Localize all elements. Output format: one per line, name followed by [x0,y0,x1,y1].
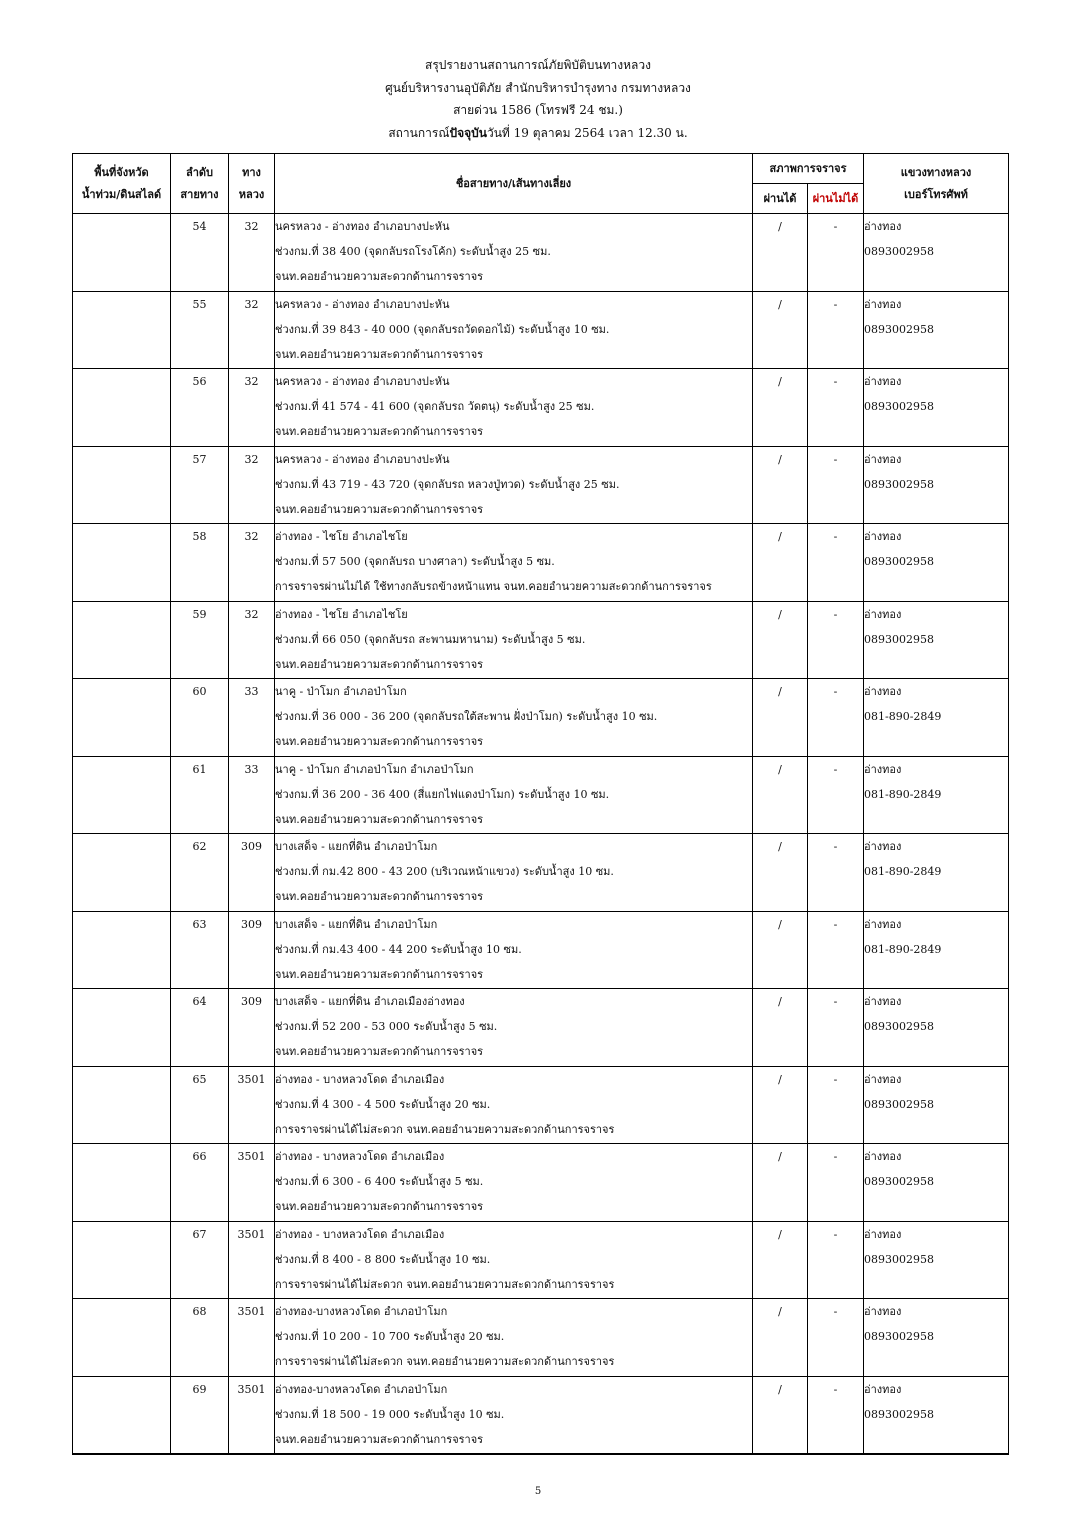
route-note: การจราจรผ่านได้ไม่สะดวก จนท.คอยอำนวยความสะดวกด้านการจราจร [275,1122,615,1136]
highway-cell: 32 [229,369,275,447]
office-name: อ่างทอง [864,1227,902,1241]
report-table [72,153,1009,1455]
office-cell [864,679,1009,757]
col-seq: ลำดับ สายทาง [171,154,229,214]
route-note: การจราจรผ่านได้ไม่สะดวก จนท.คอยอำนวยความสะดวกด้านการจราจร [275,1355,615,1368]
office-cell [864,1299,1009,1377]
area-cell [73,291,171,369]
area-cell [73,1376,171,1454]
route-name: อ่างทอง-บางหลวงโดด อำเภอป่าโมก [275,1305,448,1318]
seq-cell: 56 [171,369,229,447]
table-row [73,214,1009,292]
route-cell [275,1144,753,1222]
route-name: บางเสด็จ - แยกที่ดิน อำเภอเมืองอ่างทอง [275,995,465,1008]
seq-cell: 67 [171,1221,229,1299]
highway-cell: 309 [229,911,275,989]
office-phone: 0893002958 [864,1020,934,1033]
col-office: แขวงทางหลวง เบอร์โทรศัพท์ [864,154,1009,214]
office-phone: 081-890-2849 [864,710,942,723]
route-name: อ่างทอง - บางหลวงโดด อำเภอเมือง [275,1150,445,1163]
office-cell [864,834,1009,912]
passable-cell: / [753,214,808,292]
route-name: นครหลวง - อ่างทอง อำเภอบางปะหัน [275,220,450,233]
route-note: จนท.คอยอำนวยความสะดวกด้านการจราจร [275,1432,484,1446]
table-row [73,1299,1009,1377]
office-cell [864,1221,1009,1299]
impassable-cell: - [808,911,864,989]
route-name: นครหลวง - อ่างทอง อำเภอบางปะหัน [275,452,450,466]
route-note: จนท.คอยอำนวยความสะดวกด้านการจราจร [275,735,484,748]
passable-cell: / [753,291,808,369]
passable-cell: / [753,989,808,1067]
office-cell [864,911,1009,989]
office-phone: 0893002958 [864,1097,934,1111]
route-note: จนท.คอยอำนวยความสะดวกด้านการจราจร [275,1045,484,1058]
passable-cell: / [753,679,808,757]
route-name: นครหลวง - อ่างทอง อำเภอบางปะหัน [275,297,450,311]
route-name: บางเสด็จ - แยกที่ดิน อำเภอป่าโมก [275,840,438,853]
route-note: การจราจรผ่านได้ไม่สะดวก จนท.คอยอำนวยความสะดวกด้านการจราจร [275,1277,615,1291]
col-area: พื้นที่จังหวัด น้ำท่วม/ดินสไลด์ [73,154,171,214]
seq-cell: 66 [171,1144,229,1222]
route-detail: ช่วงกม.ที่ 8 400 - 8 800 ระดับน้ำสูง 10 ซม. [275,1252,491,1266]
passable-cell: / [753,756,808,834]
office-cell [864,989,1009,1067]
office-name: อ่างทอง [864,685,902,698]
route-note: จนท.คอยอำนวยความสะดวกด้านการจราจร [275,657,484,671]
table-row [73,291,1009,369]
highway-cell: 33 [229,756,275,834]
office-name: อ่างทอง [864,840,902,853]
route-name: นาคู - ป่าโมก อำเภอป่าโมก [275,685,407,698]
seq-cell: 54 [171,214,229,292]
route-cell [275,369,753,447]
route-cell [275,1066,753,1144]
route-name: นครหลวง - อ่างทอง อำเภอบางปะหัน [275,375,450,388]
highway-cell: 32 [229,524,275,602]
office-name: อ่างทอง [864,375,902,388]
seq-cell: 57 [171,446,229,524]
office-cell [864,369,1009,447]
office-name: อ่างทอง [864,1305,902,1318]
route-cell [275,1299,753,1377]
col-traffic-status: สภาพการจราจร [753,154,864,184]
area-cell [73,756,171,834]
highway-cell: 3501 [229,1221,275,1299]
route-detail: ช่วงกม.ที่ 10 200 - 10 700 ระดับน้ำสูง 20 ซม. [275,1330,505,1343]
table-body [73,214,1009,1454]
route-detail: ช่วงกม.ที่ 66 050 (จุดกลับรถ สะพานมหานาม) ระดับน้ำสูง 5 ซม. [275,632,586,646]
office-cell [864,756,1009,834]
table-row [73,989,1009,1067]
impassable-cell: - [808,446,864,524]
passable-cell: / [753,1066,808,1144]
passable-cell: / [753,1221,808,1299]
route-note: จนท.คอยอำนวยความสะดวกด้านการจราจร [275,425,484,438]
col-hwy: ทาง หลวง [229,154,275,214]
table-row [73,369,1009,447]
highway-cell: 33 [229,679,275,757]
office-cell [864,291,1009,369]
impassable-cell: - [808,1144,864,1222]
route-cell [275,1376,753,1454]
report-timestamp [0,122,1076,145]
office-phone: 081-890-2849 [864,942,942,956]
area-cell [73,446,171,524]
route-cell [275,679,753,757]
route-cell [275,911,753,989]
office-name: อ่างทอง [864,917,902,931]
passable-cell: / [753,1376,808,1454]
area-cell [73,524,171,602]
table-row [73,1376,1009,1454]
impassable-cell: - [808,1299,864,1377]
table-row [73,524,1009,602]
route-detail: ช่วงกม.ที่ กม.42 800 - 43 200 (บริเวณหน้าแขวง) ระดับน้ำสูง 10 ซม. [275,865,614,878]
route-note: จนท.คอยอำนวยความสะดวกด้านการจราจร [275,270,484,283]
impassable-cell: - [808,291,864,369]
route-detail: ช่วงกม.ที่ 52 200 - 53 000 ระดับน้ำสูง 5 ซม. [275,1020,498,1033]
office-name: อ่างทอง [864,452,902,466]
route-detail: ช่วงกม.ที่ 39 843 - 40 000 (จุดกลับรถวัดดอกไม้) ระดับน้ำสูง 10 ซม. [275,322,610,336]
timestamp-highlight: ปัจจุบัน [449,125,487,140]
office-cell [864,601,1009,679]
office-phone: 0893002958 [864,1407,934,1421]
table-row [73,1144,1009,1222]
page-number: 5 [534,1486,542,1497]
seq-cell: 69 [171,1376,229,1454]
seq-cell: 62 [171,834,229,912]
timestamp-suffix: วันที่ 19 ตุลาคม 2564 เวลา 12.30 น. [486,125,688,140]
report-title: สรุปรายงานสถานการณ์ภัยพิบัติบนทางหลวง [425,58,651,72]
table-row [73,1066,1009,1144]
route-name: อ่างทอง - ไชโย อำเภอไชโย [275,530,408,543]
route-detail: ช่วงกม.ที่ กม.43 400 - 44 200 ระดับน้ำสูง 10 ซม. [275,942,522,956]
route-note: จนท.คอยอำนวยความสะดวกด้านการจราจร [275,812,484,826]
col-impassable: ผ่านไม่ได้ [808,184,864,214]
seq-cell: 64 [171,989,229,1067]
passable-cell: / [753,1144,808,1222]
office-cell [864,1066,1009,1144]
route-name: อ่างทอง - บางหลวงโดด อำเภอเมือง [275,1072,445,1086]
impassable-cell: - [808,834,864,912]
route-detail: ช่วงกม.ที่ 36 000 - 36 200 (จุดกลับรถใต้สะพาน ฝั่งป่าโมก) ระดับน้ำสูง 10 ซม. [275,710,658,723]
office-cell [864,1376,1009,1454]
route-name: อ่างทอง - บางหลวงโดด อำเภอเมือง [275,1227,445,1241]
report-header [0,54,1076,144]
office-phone: 0893002958 [864,632,934,646]
seq-cell: 61 [171,756,229,834]
area-cell [73,989,171,1067]
seq-cell: 63 [171,911,229,989]
seq-cell: 60 [171,679,229,757]
office-name: อ่างทอง [864,1072,902,1086]
table-row [73,601,1009,679]
col-route: ชื่อสายทาง/เส้นทางเลี่ยง [275,154,753,214]
office-name: อ่างทอง [864,1150,902,1163]
office-name: อ่างทอง [864,762,902,776]
route-detail: ช่วงกม.ที่ 57 500 (จุดกลับรถ บางศาลา) ระดับน้ำสูง 5 ซม. [275,555,555,568]
impassable-cell: - [808,1221,864,1299]
office-cell [864,524,1009,602]
highway-cell: 3501 [229,1299,275,1377]
route-name: นาคู - ป่าโมก อำเภอป่าโมก อำเภอป่าโมก [275,762,474,776]
area-cell [73,1299,171,1377]
impassable-cell: - [808,369,864,447]
route-cell [275,834,753,912]
table-row [73,911,1009,989]
route-name: อ่างทอง - ไชโย อำเภอไชโย [275,607,408,621]
passable-cell: / [753,911,808,989]
impassable-cell: - [808,601,864,679]
office-name: อ่างทอง [864,220,902,233]
area-cell [73,679,171,757]
highway-cell: 3501 [229,1144,275,1222]
area-cell [73,1066,171,1144]
route-cell [275,989,753,1067]
seq-cell: 68 [171,1299,229,1377]
report-agency: ศูนย์บริหารงานอุบัติภัย สำนักบริหารบำรุงทาง กรมทางหลวง [385,80,691,95]
highway-cell: 3501 [229,1066,275,1144]
highway-cell: 309 [229,834,275,912]
area-cell [73,1144,171,1222]
highway-cell: 32 [229,291,275,369]
area-cell [73,911,171,989]
area-cell [73,1221,171,1299]
office-cell [864,214,1009,292]
timestamp-prefix: สถานการณ์ [388,125,450,140]
office-phone: 0893002958 [864,555,934,568]
passable-cell: / [753,1299,808,1377]
highway-cell: 32 [229,601,275,679]
route-detail: ช่วงกม.ที่ 4 300 - 4 500 ระดับน้ำสูง 20 ซม. [275,1097,491,1111]
office-phone: 081-890-2849 [864,865,942,878]
area-cell [73,601,171,679]
route-name: บางเสด็จ - แยกที่ดิน อำเภอป่าโมก [275,917,438,931]
seq-cell: 58 [171,524,229,602]
impassable-cell: - [808,679,864,757]
office-phone: 0893002958 [864,400,934,413]
office-cell [864,446,1009,524]
route-detail: ช่วงกม.ที่ 38 400 (จุดกลับรถโรงโค้ก) ระดับน้ำสูง 25 ซม. [275,245,551,258]
office-name: อ่างทอง [864,995,902,1008]
route-detail: ช่วงกม.ที่ 43 719 - 43 720 (จุดกลับรถ หลวงปู่ทวด) ระดับน้ำสูง 25 ซม. [275,477,620,491]
area-cell [73,834,171,912]
impassable-cell: - [808,756,864,834]
route-cell [275,1221,753,1299]
seq-cell: 59 [171,601,229,679]
highway-cell: 3501 [229,1376,275,1454]
route-cell [275,601,753,679]
seq-cell: 55 [171,291,229,369]
route-cell [275,524,753,602]
impassable-cell: - [808,524,864,602]
office-name: อ่างทอง [864,1382,902,1396]
route-name: อ่างทอง-บางหลวงโดด อำเภอป่าโมก [275,1382,448,1396]
passable-cell: / [753,524,808,602]
table-row [73,1221,1009,1299]
route-note: การจราจรผ่านไม่ได้ ใช้ทางกลับรถข้างหน้าแทน จนท.คอยอำนวยความสะดวกด้านการจราจร [275,580,712,593]
impassable-cell: - [808,214,864,292]
impassable-cell: - [808,989,864,1067]
office-name: อ่างทอง [864,297,902,311]
report-hotline: สายด่วน 1586 (โทรฟรี 24 ชม.) [453,103,623,117]
route-detail: ช่วงกม.ที่ 18 500 - 19 000 ระดับน้ำสูง 10 ซม. [275,1407,505,1421]
office-phone: 0893002958 [864,1175,934,1188]
area-cell [73,369,171,447]
area-cell [73,214,171,292]
route-detail: ช่วงกม.ที่ 36 200 - 36 400 (สี่แยกไฟแดงป่าโมก) ระดับน้ำสูง 10 ซม. [275,787,610,801]
office-cell [864,1144,1009,1222]
passable-cell: / [753,446,808,524]
office-phone: 0893002958 [864,477,934,491]
route-cell [275,291,753,369]
seq-cell: 65 [171,1066,229,1144]
table-row [73,679,1009,757]
office-name: อ่างทอง [864,607,902,621]
route-note: จนท.คอยอำนวยความสะดวกด้านการจราจร [275,1200,484,1213]
passable-cell: / [753,369,808,447]
route-note: จนท.คอยอำนวยความสะดวกด้านการจราจร [275,502,484,516]
route-note: จนท.คอยอำนวยความสะดวกด้านการจราจร [275,347,484,361]
office-phone: 0893002958 [864,1252,934,1266]
route-detail: ช่วงกม.ที่ 6 300 - 6 400 ระดับน้ำสูง 5 ซม. [275,1175,484,1188]
route-cell [275,446,753,524]
table-row [73,446,1009,524]
passable-cell: / [753,834,808,912]
route-cell [275,756,753,834]
office-phone: 081-890-2849 [864,787,942,801]
table-row [73,756,1009,834]
office-phone: 0893002958 [864,245,934,258]
route-cell [275,214,753,292]
route-note: จนท.คอยอำนวยความสะดวกด้านการจราจร [275,890,484,903]
table-header [73,154,1009,214]
office-phone: 0893002958 [864,1330,934,1343]
highway-cell: 32 [229,446,275,524]
impassable-cell: - [808,1376,864,1454]
col-passable: ผ่านได้ [753,184,808,214]
route-note: จนท.คอยอำนวยความสะดวกด้านการจราจร [275,967,484,981]
route-detail: ช่วงกม.ที่ 41 574 - 41 600 (จุดกลับรถ วัดตนุ) ระดับน้ำสูง 25 ซม. [275,400,595,413]
highway-cell: 309 [229,989,275,1067]
office-name: อ่างทอง [864,530,902,543]
office-phone: 0893002958 [864,322,934,336]
table-row [73,834,1009,912]
highway-cell: 32 [229,214,275,292]
passable-cell: / [753,601,808,679]
impassable-cell: - [808,1066,864,1144]
